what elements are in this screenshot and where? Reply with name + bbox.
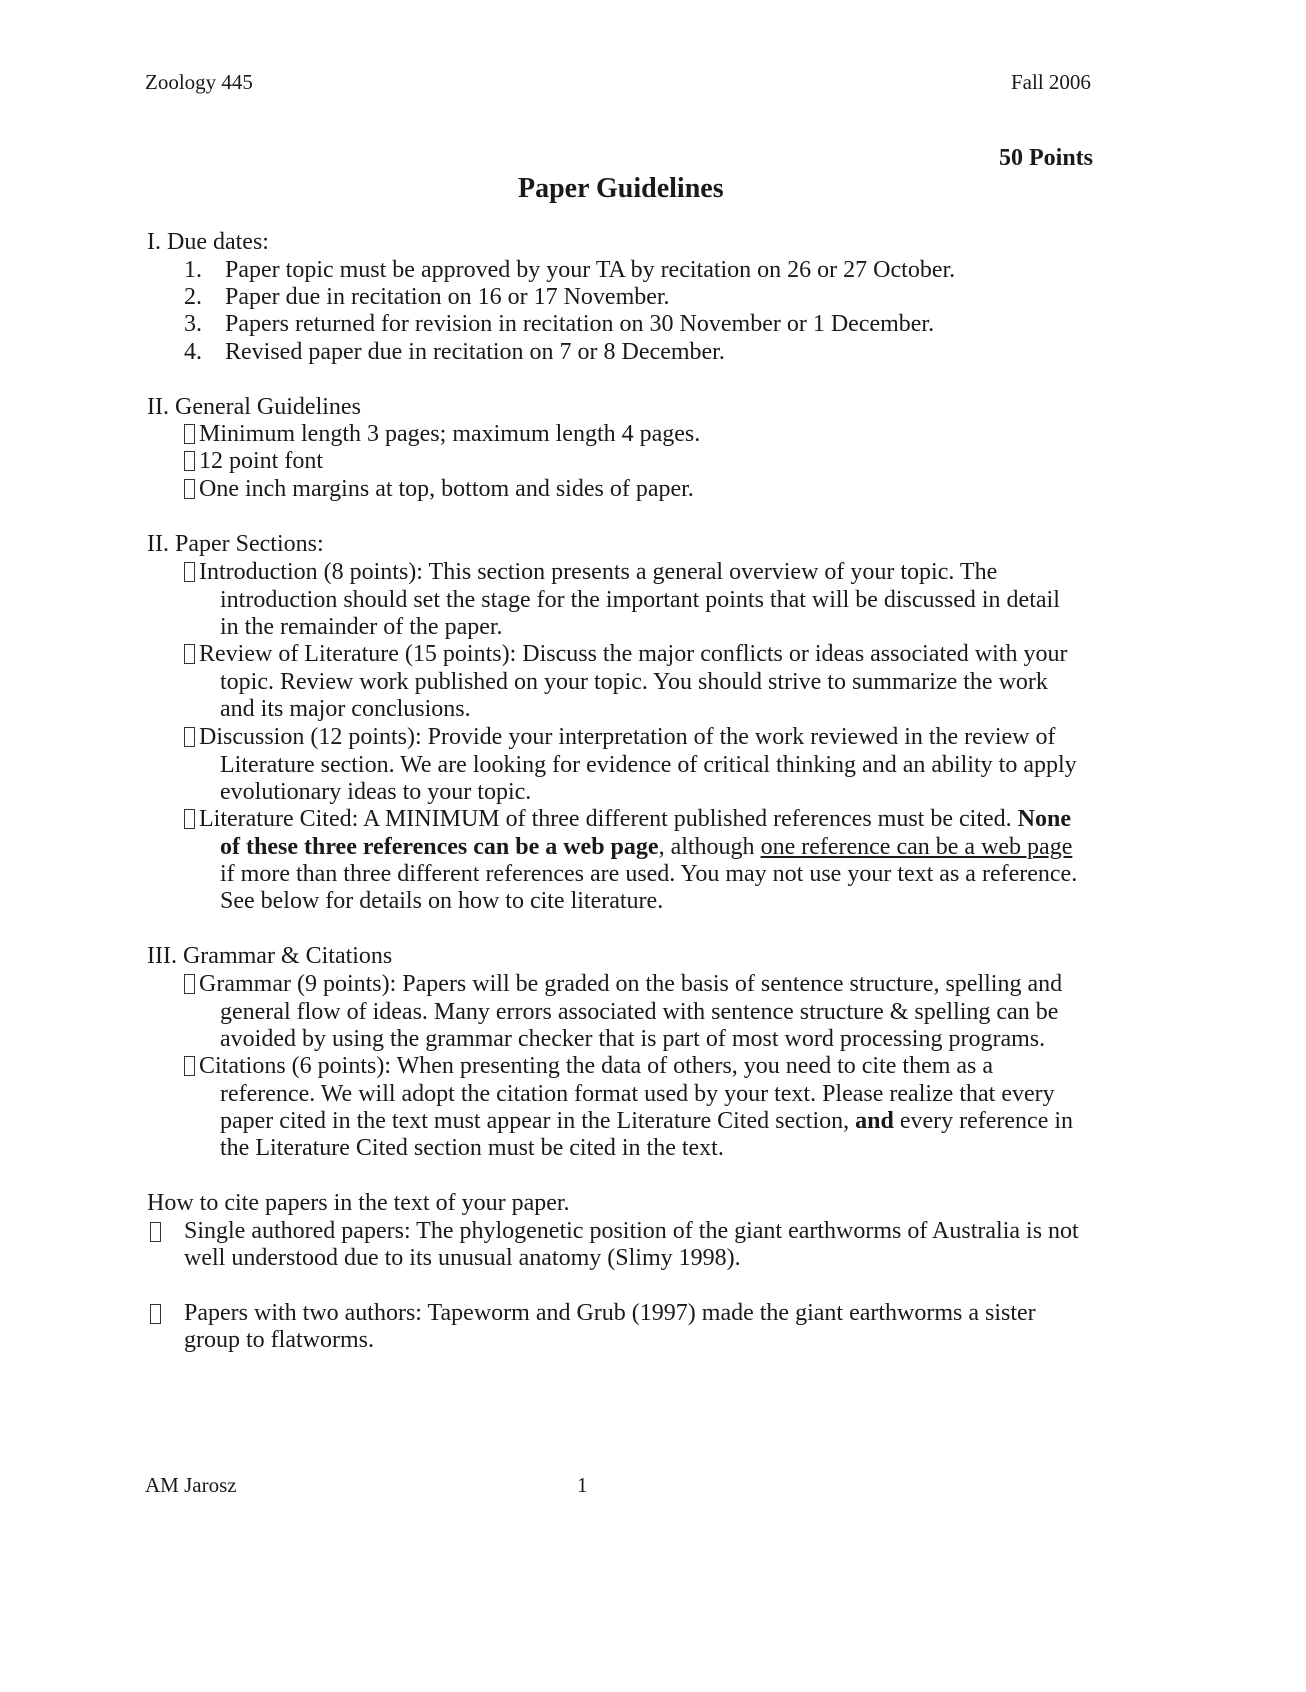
general-item: One inch margins at top, bottom and sides of paper. bbox=[184, 476, 694, 503]
citations-line: Citations (6 points): When presenting the data of others, you need to cite them as a bbox=[184, 1053, 993, 1080]
page-number: 1 bbox=[577, 1473, 588, 1497]
general-heading: II. General Guidelines bbox=[147, 394, 361, 420]
page-title: Paper Guidelines bbox=[518, 173, 724, 204]
term: Fall 2006 bbox=[1011, 70, 1091, 94]
intro-line: in the remainder of the paper. bbox=[220, 614, 503, 640]
bullet-box-icon bbox=[184, 727, 195, 747]
due-item-text: Paper topic must be approved by your TA by recitation on 26 or 27 October. bbox=[225, 257, 956, 283]
discussion-line: evolutionary ideas to your topic. bbox=[220, 779, 532, 805]
bullet-box-icon bbox=[184, 562, 195, 582]
grammar-line: general flow of ideas. Many errors associated with sentence structure & spelling can be bbox=[220, 999, 1059, 1025]
bullet-box-icon bbox=[184, 809, 195, 829]
grammar-line: Grammar (9 points): Papers will be graded on the basis of sentence structure, spelling and bbox=[184, 971, 1062, 998]
lit-cited-line: See below for details on how to cite literature. bbox=[220, 888, 664, 914]
course-name: Zoology 445 bbox=[145, 70, 253, 94]
review-line: topic. Review work published on your topic. You should strive to summarize the work bbox=[220, 669, 1048, 695]
single-author-line: Single authored papers: The phylogenetic position of the giant earthworms of Australia is not bbox=[184, 1218, 1079, 1244]
general-item: 12 point font bbox=[184, 448, 323, 475]
bullet-box-icon bbox=[184, 479, 195, 499]
discussion-line: Literature section. We are looking for evidence of critical thinking and an ability to apply bbox=[220, 752, 1077, 778]
review-line: and its major conclusions. bbox=[220, 696, 471, 722]
due-item-number: 4. bbox=[184, 339, 202, 365]
single-author-line: well understood due to its unusual anatomy (Slimy 1998). bbox=[184, 1245, 741, 1271]
bullet-box-icon bbox=[184, 1056, 195, 1076]
due-item-text: Papers returned for revision in recitation on 30 November or 1 December. bbox=[225, 311, 935, 337]
grammar-line: avoided by using the grammar checker that is part of most word processing programs. bbox=[220, 1026, 1046, 1052]
citations-line: paper cited in the text must appear in the Literature Cited section, and every reference in bbox=[220, 1108, 1074, 1134]
footer-author: AM Jarosz bbox=[145, 1473, 237, 1497]
bullet-box-icon bbox=[184, 451, 195, 471]
grammar-heading: III. Grammar & Citations bbox=[147, 943, 393, 969]
lit-cited-line: if more than three different references are used. You may not use your text as a reference. bbox=[220, 861, 1078, 887]
due-item-number: 1. bbox=[184, 257, 202, 283]
review-line: Review of Literature (15 points): Discuss the major conflicts or ideas associated with your bbox=[184, 641, 1067, 668]
intro-line: Introduction (8 points): This section presents a general overview of your topic. The bbox=[184, 559, 997, 586]
due-item-text: Revised paper due in recitation on 7 or 8 December. bbox=[225, 339, 725, 365]
bullet-box-icon bbox=[150, 1304, 161, 1324]
bullet-box-icon bbox=[150, 1222, 161, 1242]
bullet-box-icon bbox=[184, 424, 195, 444]
due-item-text: Paper due in recitation on 16 or 17 November. bbox=[225, 284, 670, 310]
bullet-box-icon bbox=[184, 644, 195, 664]
general-item: Minimum length 3 pages; maximum length 4 pages. bbox=[184, 421, 700, 448]
bullet-box-icon bbox=[184, 974, 195, 994]
due-item-number: 3. bbox=[184, 311, 202, 337]
two-author-line: group to flatworms. bbox=[184, 1327, 374, 1353]
due-dates-heading: I. Due dates: bbox=[147, 229, 269, 255]
lit-cited-line: Literature Cited: A MINIMUM of three different published references must be cited. None bbox=[184, 806, 1071, 833]
citations-line: the Literature Cited section must be cited in the text. bbox=[220, 1135, 724, 1161]
citations-line: reference. We will adopt the citation format used by your text. Please realize that every bbox=[220, 1081, 1055, 1107]
intro-line: introduction should set the stage for the important points that will be discussed in detail bbox=[220, 587, 1060, 613]
discussion-line: Discussion (12 points): Provide your interpretation of the work reviewed in the review of bbox=[184, 724, 1055, 751]
howto-heading: How to cite papers in the text of your paper. bbox=[147, 1190, 570, 1216]
lit-cited-line: of these three references can be a web page, although one reference can be a web page bbox=[220, 834, 1073, 860]
due-item-number: 2. bbox=[184, 284, 202, 310]
sections-heading: II. Paper Sections: bbox=[147, 531, 324, 557]
two-author-line: Papers with two authors: Tapeworm and Grub (1997) made the giant earthworms a sister bbox=[184, 1300, 1036, 1326]
points-label: 50 Points bbox=[999, 145, 1094, 171]
